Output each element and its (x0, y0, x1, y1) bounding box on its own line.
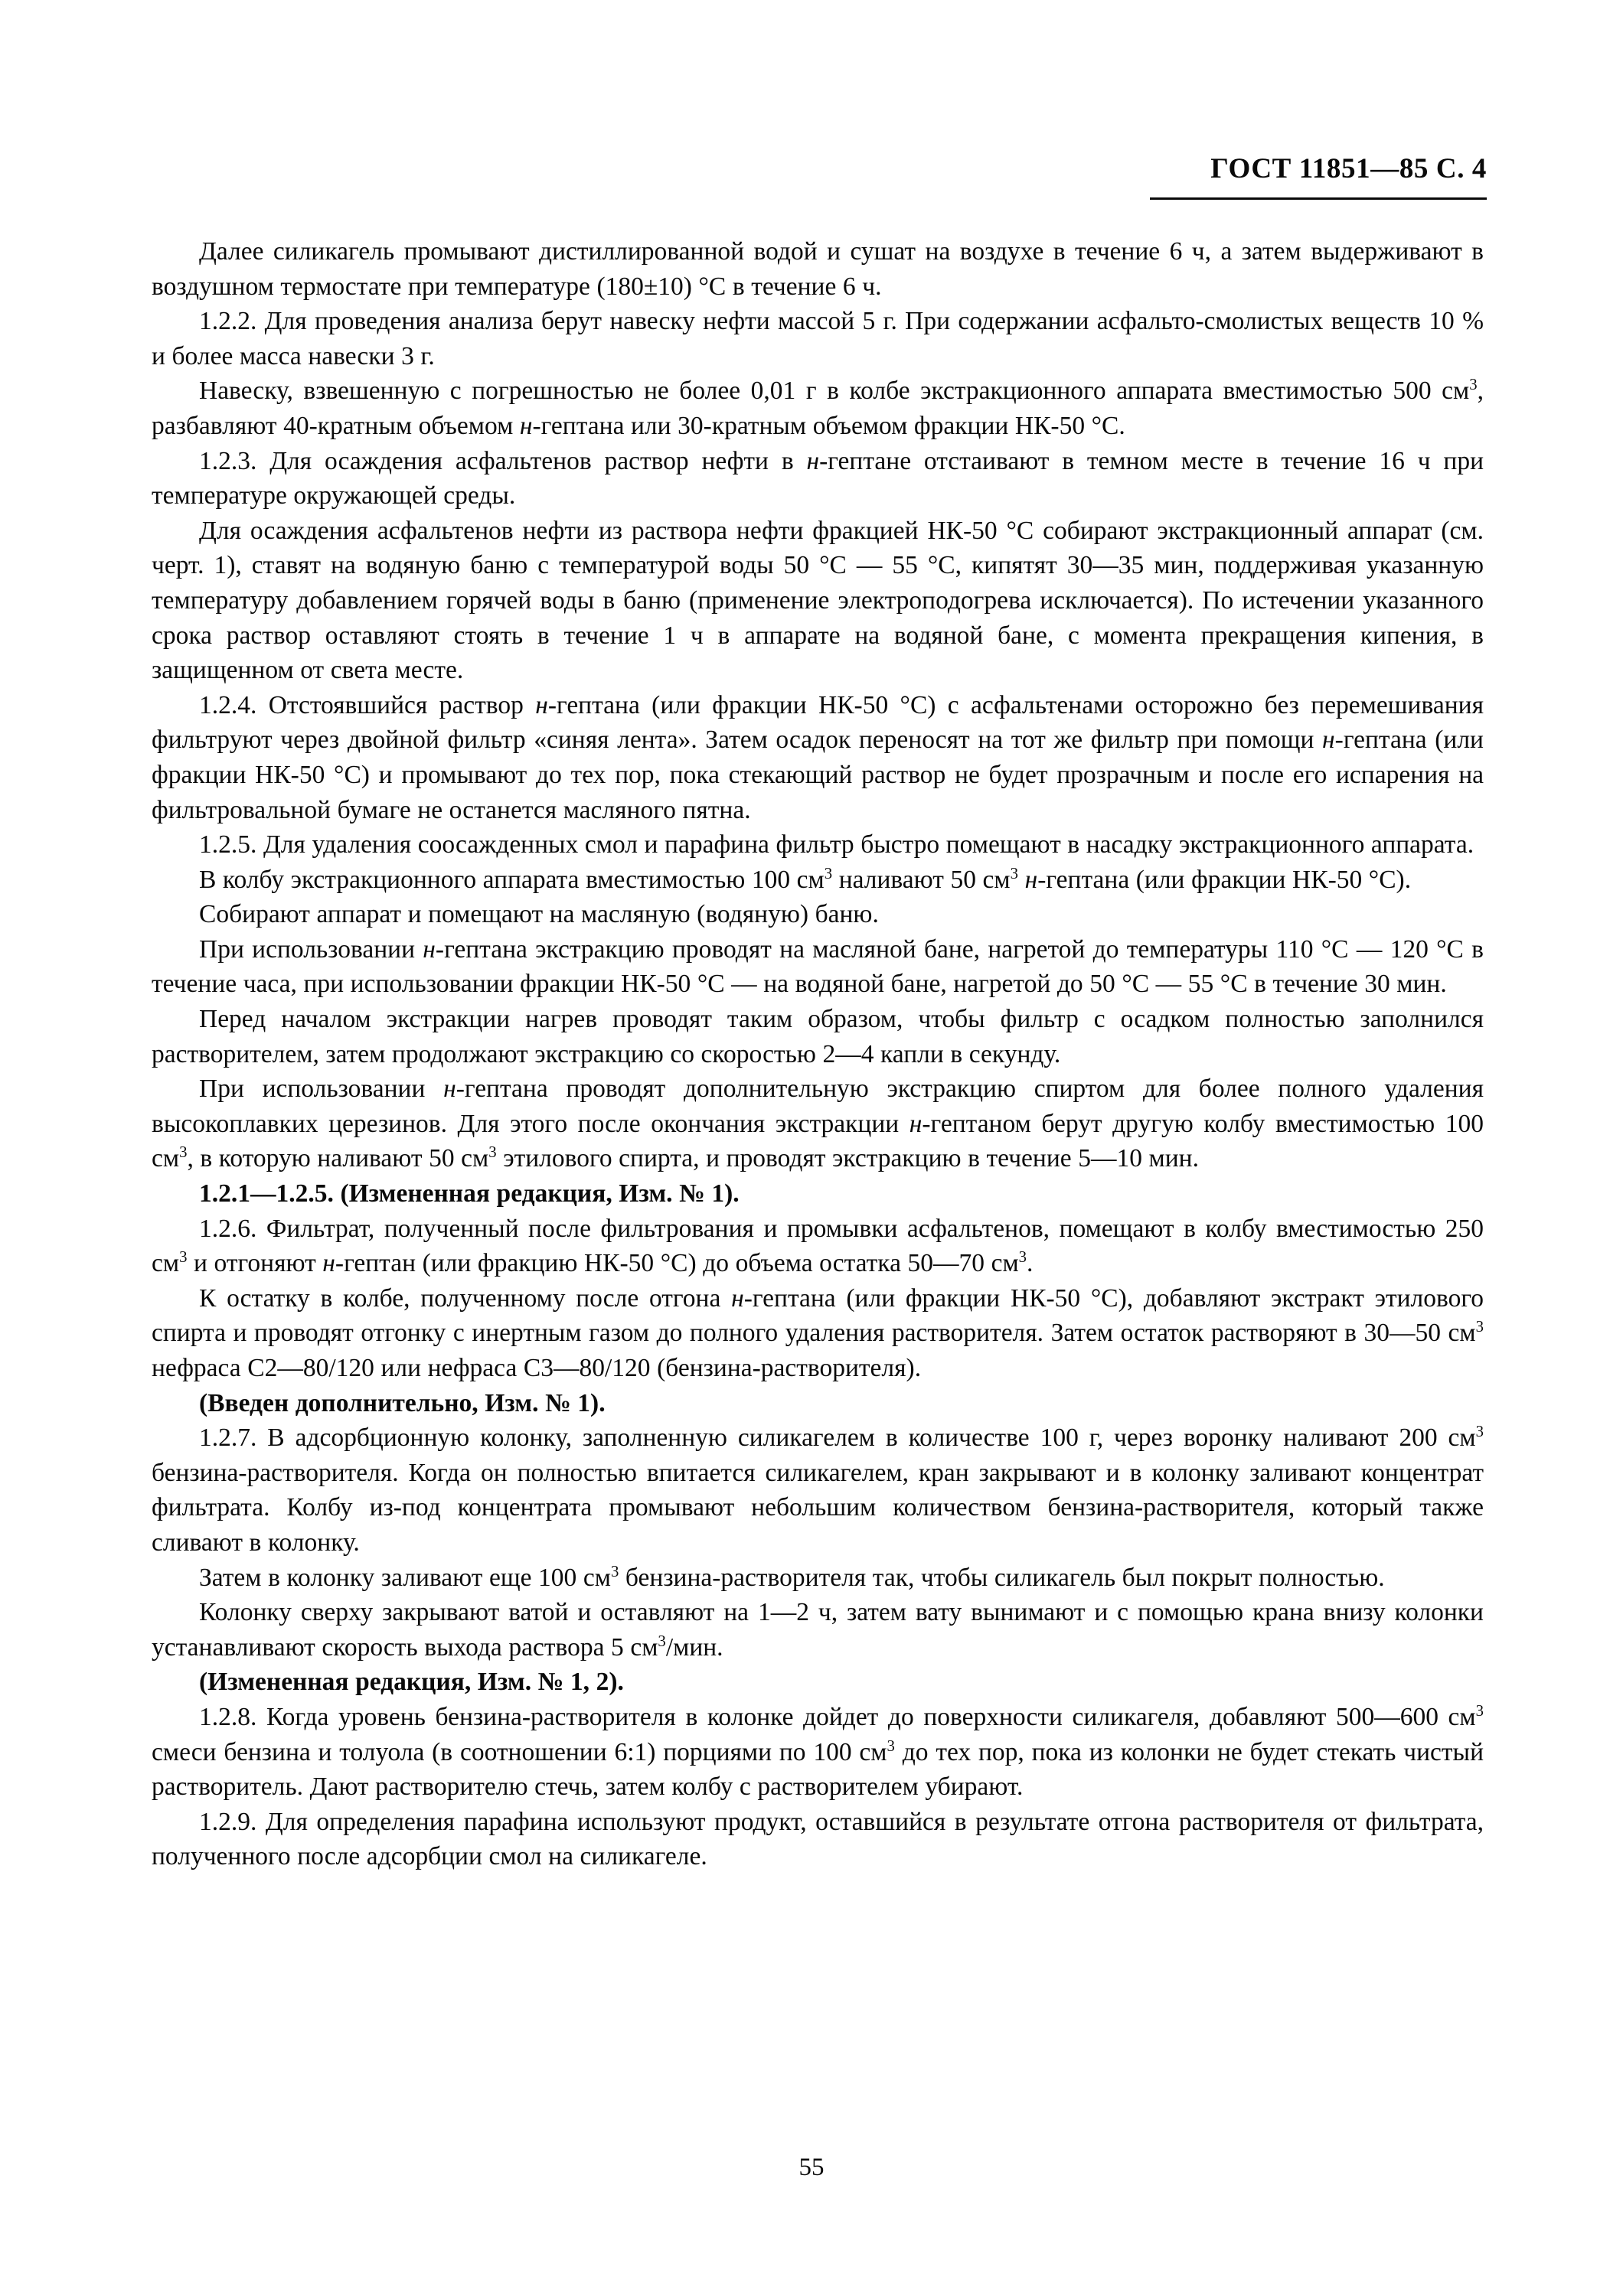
running-header: ГОСТ 11851—85 С. 4 (1210, 153, 1487, 184)
document-body (152, 234, 1484, 1874)
paragraph-1-2-3: 1.2.3. Для осаждения асфальтенов раствор нефти в н-гептане отстаивают в темном месте в течение 16 ч при температуре окружающей среды. (152, 446, 1484, 510)
paragraph-note-izm-redakciya-1: 1.2.1—1.2.5. (Измененная редакция, Изм. № 1). (199, 1179, 740, 1208)
paragraph-zatem-v-kolonku: Затем в колонку заливают еще 100 $см^3$ бензина-растворителя так, чтобы силикагель был покрыт полностью. (199, 1562, 1385, 1592)
paragraph-1-2-5: 1.2.5. Для удаления соосажденных смол и парафина фильтр быстро помещают в насадку экстракционного аппарата. (199, 830, 1474, 859)
paragraph-note-izm-redakciya-1-2: (Измененная редакция, Изм. № 1, 2). (199, 1668, 624, 1697)
paragraph-1-2-8: 1.2.8. Когда уровень бензина-растворителя в колонке дойдет до поверхности силикагеля, добавляют 500—600 $см^3$ смеси бензина и толуола (в соотношении 6:1) порциями по 100 $см^3$ до тех пор, пока из колонки не будет стекать чистый растворитель. Дают растворителю стечь, затем колбу с растворителем убирают. (152, 1701, 1484, 1802)
paragraph-1-2-4: 1.2.4. Отстоявшийся раствор н-гептана (или фракции НК-50 °С) с асфальтенами осторожно без перемешивания фильтруют через двойной фильтр «синяя лента». Затем осадок переносят на тот же фильтр при помощи н-гептана (или фракции НК-50 °С) и промывают до тех пор, пока стекающий раствор не будет прозрачным и после его испарения на фильтровальной бумаге не останется масляного пятна. (152, 690, 1484, 824)
header-divider-rule (1150, 197, 1487, 200)
paragraph-kolba-100: В колбу экстракционного аппарата вместимостью 100 $см^3$ наливают 50 $см^3$ н-гептана (или фракции НК-50 °С). (199, 864, 1412, 894)
paragraph-pri-ispolzovanii-1: При использовании н-гептана экстракцию проводят на масляной бане, нагретой до температуры 110 °С — 120 °С в течение часа, при использовании фракции НК-50 °С — на водяной бане, нагретой до 50 °С — 55 °С в течение 30 мин. (152, 934, 1484, 999)
paragraph-1-2-2: 1.2.2. Для проведения анализа берут навеску нефти массой 5 г. При содержании асфальто-смолистых веществ 10 % и более масса навески 3 г. (152, 307, 1484, 370)
paragraph-sobirayut: Собирают аппарат и помещают на масляную (водяную) баню. (199, 900, 879, 929)
paragraph-intro-silicagel: Далее силикагель промывают дистиллированной водой и сушат на воздухе в течение 6 ч, а затем выдерживают в воздушном термостате при температуре (180±10) °С в течение 6 ч. (152, 237, 1484, 301)
paragraph-pri-ispolzovanii-2: При использовании н-гептана проводят дополнительную экстракцию спиртом для более полного удаления высокоплавких церезинов. Для этого после окончания экстракции н-гептаном берут другую колбу вместимостью 100 $см^3$, в которую наливают 50 $см^3$ этилового спирта, и проводят экстракцию в течение 5—10 мин. (152, 1075, 1484, 1173)
paragraph-navesku: Навеску, взвешенную с погрешностью не более 0,01 г в колбе экстракционного аппарата вместимостью 500 $см^3$, разбавляют 40-кратным объемом н-гептана или 30-кратным объемом фракции НК-50 °С. (152, 376, 1484, 440)
page-number: 55 (798, 2154, 825, 2181)
paragraph-pered-nachalom: Перед началом экстракции нагрев проводят таким образом, чтобы фильтр с осадком полностью заполнился растворителем, затем продолжают экстракцию со скоростью 2—4 капли в секунду. (152, 1005, 1484, 1068)
paragraph-note-vveden-dopolnitelno: (Введен дополнительно, Изм. № 1). (199, 1388, 606, 1417)
paragraph-k-ostatku: К остатку в колбе, полученному после отгона н-гептана (или фракции НК-50 °С), добавляют экстракт этилового спирта и проводят отгонку с инертным газом до полного удаления растворителя. Затем остаток растворяют в 30—50 $см^3$ нефраса С2—80/120 или нефраса С3—80/120 (бензина-растворителя). (152, 1283, 1484, 1382)
paragraph-kolonku-sverhu: Колонку сверху закрывают ватой и оставляют на 1—2 ч, затем вату вынимают и с помощью крана внизу колонки устанавливают скорость выхода раствора 5 $см^3$/мин. (152, 1598, 1484, 1662)
paragraph-1-2-7: 1.2.7. В адсорбционную колонку, заполненную силикагелем в количестве 100 г, через воронку наливают 200 $см^3$ бензина-растворителя. Когда он полностью впитается силикагелем, кран закрывают и в колонку заливают концентрат фильтрата. Колбу из-под концентрата промывают небольшим количеством бензина-растворителя, который также сливают в колонку. (152, 1423, 1484, 1557)
paragraph-1-2-9: 1.2.9. Для определения парафина используют продукт, оставшийся в результате отгона растворителя от фильтрата, полученного после адсорбции смол на силикагеле. (152, 1807, 1484, 1871)
paragraph-osazhdenie: Для осаждения асфальтенов нефти из раствора нефти фракцией НК-50 °С собирают экстракционный аппарат (см. черт. 1), ставят на водяную баню с температурой воды 50 °С — 55 °С, кипятят 30—35 мин, поддерживая указанную температуру добавлением горячей воды в баню (применение электроподогрева исключается). По истечении указанного срока раствор оставляют стоять в течение 1 ч в аппарате на водяной бане, с момента прекращения кипения, в защищенном от света месте. (152, 516, 1484, 685)
paragraph-1-2-6: 1.2.6. Фильтрат, полученный после фильтрования и промывки асфальтенов, помещают в колбу вместимостью 250 $см^3$ и отгоняют н-гептан (или фракцию НК-50 °С) до объема остатка 50—70 $см^3$. (152, 1214, 1484, 1278)
